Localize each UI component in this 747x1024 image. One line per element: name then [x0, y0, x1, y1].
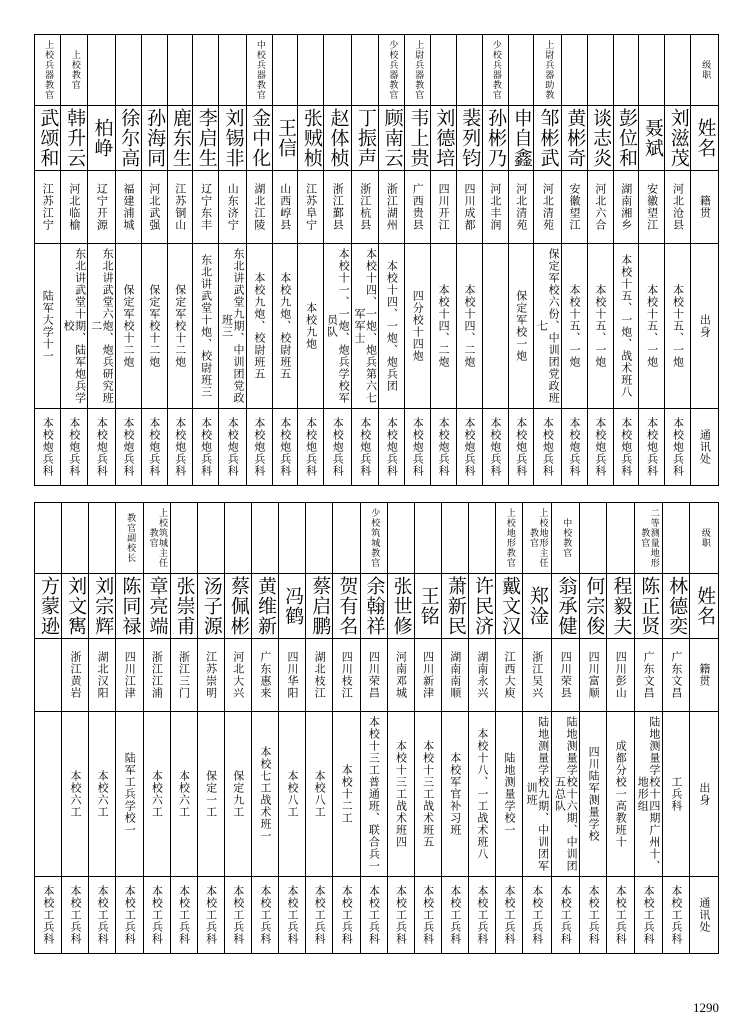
cell-name-20: 鹿东生	[167, 106, 193, 171]
cell-origin-10: 本校十四、二炮	[430, 244, 456, 409]
cell2-name-3: 程毅夫	[607, 574, 634, 639]
cell-native-15: 江苏阜宁	[298, 171, 324, 244]
cell2-contact-1: 本校工兵科	[663, 877, 690, 954]
table-row-native-place	[35, 171, 719, 244]
cell-contact-15: 本校炮兵科	[298, 409, 324, 486]
cell-native-22: 福建浦城	[115, 171, 141, 244]
cell2-contact-3: 本校工兵科	[607, 877, 634, 954]
cell2-rank-8	[469, 503, 496, 574]
cell-origin-12: 本校十四、一炮、炮兵团	[379, 244, 405, 409]
cell-origin-6: 保定军校六份、中训团党政班七	[534, 244, 561, 409]
cell2-rank-23	[62, 503, 89, 574]
cell2-name-18: 汤子源	[197, 574, 224, 639]
cell-rank-6: 上尉兵器助教	[534, 35, 561, 106]
cell-contact-7: 本校炮兵科	[508, 409, 534, 486]
table-row-contact	[35, 409, 719, 486]
cell2-name-1: 林德奕	[663, 574, 690, 639]
cell-rank-23	[88, 35, 115, 106]
cell-contact-23: 本校炮兵科	[88, 409, 115, 486]
cell-name-19: 李启生	[193, 106, 219, 171]
cell-native-12: 浙江湖州	[379, 171, 405, 244]
cell2-name-8: 许民济	[469, 574, 496, 639]
table-separator	[34, 486, 719, 502]
cell-contact-10: 本校炮兵科	[430, 409, 456, 486]
cell-name-16: 王信	[272, 106, 298, 171]
cell-contact-14: 本校炮兵科	[324, 409, 351, 486]
cell-rank-11: 上尉兵器教官	[405, 35, 431, 106]
cell-origin-5: 本校十五、一炮	[561, 244, 587, 409]
cell2-native-11: 河南邓城	[387, 639, 414, 712]
cell2-name-22: 刘宗辉	[89, 574, 116, 639]
cell2-native-22: 湖北汉阳	[89, 639, 116, 712]
table-row-rank	[35, 35, 719, 106]
cell2-rank-14	[306, 503, 333, 574]
cell-rank-17: 中校兵器教官	[246, 35, 272, 106]
cell2-contact-12: 本校工兵科	[360, 877, 387, 954]
cell-contact-13: 本校炮兵科	[351, 409, 378, 486]
cell2-rank-15	[279, 503, 306, 574]
cell2-name-4: 何宗俊	[580, 574, 607, 639]
cell-rank-3	[613, 35, 639, 106]
cell-name-21: 孙海同	[141, 106, 167, 171]
cell-native-7: 河北清苑	[508, 171, 534, 244]
cell-origin-16: 本校九炮、校尉班五	[272, 244, 298, 409]
cell-name-23: 柏峥	[88, 106, 115, 171]
cell2-contact-17: 本校工兵科	[224, 877, 251, 954]
cell2-contact-23: 本校工兵科	[62, 877, 89, 954]
cell-contact-1: 本校炮兵科	[665, 409, 691, 486]
cell2-contact-6: 本校工兵科	[523, 877, 552, 954]
cell-contact-9: 本校炮兵科	[456, 409, 482, 486]
cell2-contact-24: 本校工兵科	[35, 877, 62, 954]
cell-rank-1	[665, 35, 691, 106]
cell2-contact-10: 本校工兵科	[414, 877, 441, 954]
cell-native-25: 江苏江宁	[35, 171, 61, 244]
cell2-origin-8: 本校十八、一工战术班八	[469, 712, 496, 877]
cell2-native-20: 浙江江浦	[143, 639, 170, 712]
cell-name-6: 邹彬武	[534, 106, 561, 171]
cell2-native-13: 四川枝江	[333, 639, 360, 712]
cell2-rank-1	[663, 503, 690, 574]
cell2-name-19: 张崇甫	[170, 574, 197, 639]
cell2-contact-14: 本校工兵科	[306, 877, 333, 954]
cell-rank-5	[561, 35, 587, 106]
cell-name-3: 彭位和	[613, 106, 639, 171]
cell2-rank-11	[387, 503, 414, 574]
cell-native-11: 广西贵县	[405, 171, 431, 244]
cell-rank-22	[115, 35, 141, 106]
cell2-contact-4: 本校工兵科	[580, 877, 607, 954]
cell2-origin-12: 本校十三工普通班、联合兵一	[360, 712, 387, 877]
cell2-name-10: 王铭	[414, 574, 441, 639]
cell-origin-1: 本校十五、一炮	[665, 244, 691, 409]
cell2-native-4: 四川富顺	[580, 639, 607, 712]
cell2-native-15: 四川华阳	[279, 639, 306, 712]
column-header-origin: 出身	[691, 244, 719, 409]
table-row-origin	[35, 244, 719, 409]
cell2-name-23: 刘文寯	[62, 574, 89, 639]
cell2-name-2: 陈正贤	[634, 574, 663, 639]
cell-origin-13: 本校十四、一炮、炮兵第六七军军士	[351, 244, 378, 409]
cell-rank-15	[298, 35, 324, 106]
cell-origin-22: 保定军校十二炮	[115, 244, 141, 409]
cell2-native-2: 广东文昌	[634, 639, 663, 712]
cell-native-9: 四川成都	[456, 171, 482, 244]
cell-native-14: 浙江鄞县	[324, 171, 351, 244]
cell-contact-21: 本校炮兵科	[141, 409, 167, 486]
cell2-origin-14: 本校八工	[306, 712, 333, 877]
cell-native-19: 辽宁东丰	[193, 171, 219, 244]
cell2-origin-15: 本校八工	[279, 712, 306, 877]
table2-row-origin	[35, 712, 719, 877]
cell-contact-24: 本校炮兵科	[60, 409, 87, 486]
cell-name-25: 武颂和	[35, 106, 61, 171]
cell-contact-5: 本校炮兵科	[561, 409, 587, 486]
cell-contact-2: 本校炮兵科	[639, 409, 665, 486]
cell2-contact-18: 本校工兵科	[197, 877, 224, 954]
cell2-contact-19: 本校工兵科	[170, 877, 197, 954]
cell-rank-7	[508, 35, 534, 106]
cell-contact-11: 本校炮兵科	[405, 409, 431, 486]
cell2-native-23: 浙江黄岩	[62, 639, 89, 712]
cell-origin-21: 保定军校十二炮	[141, 244, 167, 409]
cell2-rank-13	[333, 503, 360, 574]
cell2-contact-7: 本校工兵科	[496, 877, 523, 954]
cell2-origin-18: 保定一工	[197, 712, 224, 877]
cell2-rank-16	[252, 503, 279, 574]
cell-native-13: 浙江杭县	[351, 171, 378, 244]
cell2-rank-21: 教官副校长	[116, 503, 143, 574]
cell-native-6: 河北清苑	[534, 171, 561, 244]
cell-native-2: 安徽望江	[639, 171, 665, 244]
cell-origin-20: 保定军校十二炮	[167, 244, 193, 409]
cell-origin-24: 东北讲武堂十期、陆军炮兵学校	[60, 244, 87, 409]
table2-row-name	[35, 574, 719, 639]
cell2-origin-3: 成都分校一高教班十	[607, 712, 634, 877]
section-label-engineer: 工兵科	[663, 712, 690, 877]
cell-origin-14: 本校十一、一炮、炮兵学校军员队	[324, 244, 351, 409]
cell2-rank-7: 上校地形教官	[496, 503, 523, 574]
cell2-rank-17	[224, 503, 251, 574]
cell2-native-16: 广东惠来	[252, 639, 279, 712]
cell-origin-11: 四分校十四炮	[405, 244, 431, 409]
cell2-native-19: 浙江三门	[170, 639, 197, 712]
cell2-native-1: 广东文昌	[663, 639, 690, 712]
cell-origin-19: 东北讲武堂十炮、校尉班三	[193, 244, 219, 409]
cell2-name-24: 方蒙逊	[35, 574, 62, 639]
cell2-native-5: 四川荣县	[551, 639, 580, 712]
cell2-rank-5: 中校教官	[551, 503, 580, 574]
cell2-native-10: 四川新津	[414, 639, 441, 712]
cell-origin-23: 东北讲武堂六炮、炮兵研究班二	[88, 244, 115, 409]
cell2-rank-4	[580, 503, 607, 574]
cell-contact-12: 本校炮兵科	[379, 409, 405, 486]
column-header-native-place: 籍贯	[691, 171, 719, 244]
cell-native-21: 河北武强	[141, 171, 167, 244]
cell2-native-18: 江苏崇明	[197, 639, 224, 712]
cell2-origin-22: 本校六工	[89, 712, 116, 877]
cell2-contact-8: 本校工兵科	[469, 877, 496, 954]
cell-origin-25: 陆军大学十一	[35, 244, 61, 409]
cell2-name-21: 陈同禄	[116, 574, 143, 639]
cell2-origin-4: 四川陆军测量学校	[580, 712, 607, 877]
column2-header-native-place: 籍贯	[690, 639, 719, 712]
cell-rank-19	[193, 35, 219, 106]
cell2-native-14: 湖北枝江	[306, 639, 333, 712]
cell2-origin-19: 本校六工	[170, 712, 197, 877]
cell2-rank-19	[170, 503, 197, 574]
cell-name-12: 顾南云	[379, 106, 405, 171]
cell-native-24: 河北临榆	[60, 171, 87, 244]
cell-name-10: 刘德培	[430, 106, 456, 171]
cell-name-14: 赵体桢	[324, 106, 351, 171]
column-header-contact: 通讯处	[691, 409, 719, 486]
cell2-origin-7: 陆地测量学校一	[496, 712, 523, 877]
cell2-origin-9: 本校军官补习班	[441, 712, 468, 877]
cell-origin-2: 本校十五、一炮	[639, 244, 665, 409]
cell-origin-4: 本校十五、一炮	[587, 244, 613, 409]
cell-name-2: 聂斌	[639, 106, 665, 171]
cell2-origin-21: 陆军工兵学校一	[116, 712, 143, 877]
cell-rank-4	[587, 35, 613, 106]
page-number: 1290	[693, 1000, 719, 1015]
cell2-name-7: 戴文汉	[496, 574, 523, 639]
cell2-name-16: 黄维新	[252, 574, 279, 639]
cell-name-7: 申自鑫	[508, 106, 534, 171]
cell2-contact-15: 本校工兵科	[279, 877, 306, 954]
cell2-native-7: 江西大庾	[496, 639, 523, 712]
cell2-origin-5: 陆地测量学校十六期、中训团五总队	[551, 712, 580, 877]
cell2-name-15: 冯鹤	[279, 574, 306, 639]
table2-row-contact	[35, 877, 719, 954]
cell2-origin-10: 本校十三工战术班五	[414, 712, 441, 877]
column-header-name: 姓名	[691, 106, 719, 171]
cell2-contact-9: 本校工兵科	[441, 877, 468, 954]
cell-rank-18	[219, 35, 246, 106]
cell2-rank-10	[414, 503, 441, 574]
cell-name-15: 张贼桢	[298, 106, 324, 171]
cell-rank-13	[351, 35, 378, 106]
cell-origin-17: 本校九炮、校尉班五	[246, 244, 272, 409]
cell2-rank-18	[197, 503, 224, 574]
cell-origin-8	[482, 244, 508, 409]
cell-native-8: 河北丰润	[482, 171, 508, 244]
cell-rank-24: 上校教官	[60, 35, 87, 106]
cell-name-4: 谈志炎	[587, 106, 613, 171]
table-row-name	[35, 106, 719, 171]
cell-native-1: 河北沧县	[665, 171, 691, 244]
cell-origin-18: 东北讲武堂九期、中训团党政班三	[219, 244, 246, 409]
cell2-native-21: 四川江津	[116, 639, 143, 712]
cell2-native-3: 四川彭山	[607, 639, 634, 712]
cell-rank-8: 少校兵器教官	[482, 35, 508, 106]
cell2-contact-11: 本校工兵科	[387, 877, 414, 954]
cell2-contact-13: 本校工兵科	[333, 877, 360, 954]
cell-name-5: 黄彬奇	[561, 106, 587, 171]
cell2-contact-2: 本校工兵科	[634, 877, 663, 954]
engineer-roster-table	[34, 502, 719, 954]
cell-contact-19: 本校炮兵科	[193, 409, 219, 486]
cell2-origin-17: 保定九工	[224, 712, 251, 877]
cell-contact-22: 本校炮兵科	[115, 409, 141, 486]
cell2-native-24	[35, 639, 62, 712]
cell-contact-4: 本校炮兵科	[587, 409, 613, 486]
cell2-name-14: 蔡启鹏	[306, 574, 333, 639]
cell2-name-5: 翁承健	[551, 574, 580, 639]
cell2-name-11: 张世修	[387, 574, 414, 639]
cell2-origin-20: 本校六工	[143, 712, 170, 877]
cell-contact-17: 本校炮兵科	[246, 409, 272, 486]
cell-native-4: 河北六合	[587, 171, 613, 244]
cell2-native-6: 浙江吴兴	[523, 639, 552, 712]
table2-row-native-place	[35, 639, 719, 712]
artillery-roster-table	[34, 34, 719, 486]
cell-name-9: 裴列钧	[456, 106, 482, 171]
cell2-origin-23: 本校六工	[62, 712, 89, 877]
cell-name-17: 金中化	[246, 106, 272, 171]
cell-name-24: 韩升云	[60, 106, 87, 171]
cell2-contact-5: 本校工兵科	[551, 877, 580, 954]
cell2-contact-20: 本校工兵科	[143, 877, 170, 954]
column2-header-rank: 级职	[690, 503, 719, 574]
cell-rank-12: 少校兵器教官	[379, 35, 405, 106]
cell-rank-9	[456, 35, 482, 106]
cell-contact-3: 本校炮兵科	[613, 409, 639, 486]
cell2-contact-21: 本校工兵科	[116, 877, 143, 954]
cell-rank-20	[167, 35, 193, 106]
cell-contact-6: 本校炮兵科	[534, 409, 561, 486]
cell2-native-9: 湖南南顺	[441, 639, 468, 712]
cell2-origin-11: 本校十三工战术班四	[387, 712, 414, 877]
cell-rank-25: 上校兵器教官	[35, 35, 61, 106]
cell-contact-18: 本校炮兵科	[219, 409, 246, 486]
cell-origin-3: 本校十五、一炮、战术班八	[613, 244, 639, 409]
cell2-rank-3	[607, 503, 634, 574]
cell2-rank-22	[89, 503, 116, 574]
cell-name-18: 刘锡非	[219, 106, 246, 171]
column2-header-contact: 通讯处	[690, 877, 719, 954]
cell-name-1: 刘滋茂	[665, 106, 691, 171]
cell2-origin-2: 陆地测量学校十四期广州十、地形组	[634, 712, 663, 877]
cell-native-18: 山东济宁	[219, 171, 246, 244]
cell2-rank-9	[441, 503, 468, 574]
cell-name-22: 徐尔高	[115, 106, 141, 171]
cell-origin-7: 保定军校一炮	[508, 244, 534, 409]
cell-origin-9: 本校十四、二炮	[456, 244, 482, 409]
cell2-origin-24	[35, 712, 62, 877]
cell-rank-2	[639, 35, 665, 106]
cell2-origin-13: 本校十二工	[333, 712, 360, 877]
cell2-rank-2: 二等测量地形教官	[634, 503, 663, 574]
cell2-name-6: 郑淦	[523, 574, 552, 639]
column2-header-name: 姓名	[690, 574, 719, 639]
cell-rank-21	[141, 35, 167, 106]
cell-rank-10	[430, 35, 456, 106]
cell-native-5: 安徽望江	[561, 171, 587, 244]
cell2-origin-16: 本校七工战术班一	[252, 712, 279, 877]
column2-header-origin: 出身	[690, 712, 719, 877]
cell-native-23: 辽宁开源	[88, 171, 115, 244]
cell-native-16: 山西崞县	[272, 171, 298, 244]
cell2-rank-12: 少校筑城教官	[360, 503, 387, 574]
cell-name-8: 孙彬乃	[482, 106, 508, 171]
cell2-name-20: 章亮端	[143, 574, 170, 639]
cell-rank-14	[324, 35, 351, 106]
cell-native-3: 湖南湘乡	[613, 171, 639, 244]
cell-contact-16: 本校炮兵科	[272, 409, 298, 486]
cell2-native-12: 四川荣昌	[360, 639, 387, 712]
cell-native-10: 四川开江	[430, 171, 456, 244]
cell-contact-25: 本校炮兵科	[35, 409, 61, 486]
cell2-rank-24	[35, 503, 62, 574]
cell2-native-17: 河北大兴	[224, 639, 251, 712]
cell-native-20: 江苏铜山	[167, 171, 193, 244]
cell2-name-9: 萧新民	[441, 574, 468, 639]
cell-name-11: 韦上贵	[405, 106, 431, 171]
column-header-rank: 级职	[691, 35, 719, 106]
cell-contact-20: 本校炮兵科	[167, 409, 193, 486]
cell2-name-17: 蔡佩彬	[224, 574, 251, 639]
table2-row-rank	[35, 503, 719, 574]
cell2-name-12: 余翰祥	[360, 574, 387, 639]
cell-contact-8: 本校炮兵科	[482, 409, 508, 486]
cell2-contact-22: 本校工兵科	[89, 877, 116, 954]
cell2-rank-6: 上校地形主任教官	[523, 503, 552, 574]
cell-rank-16	[272, 35, 298, 106]
cell-name-13: 丁振声	[351, 106, 378, 171]
cell2-native-8: 湖南永兴	[469, 639, 496, 712]
cell-native-17: 湖北江陵	[246, 171, 272, 244]
cell2-origin-6: 陆地测量学校九期、中训团军训班	[523, 712, 552, 877]
cell2-rank-20: 上校筑城主任教官	[143, 503, 170, 574]
cell2-contact-16: 本校工兵科	[252, 877, 279, 954]
cell2-name-13: 贺有名	[333, 574, 360, 639]
cell-origin-15: 本校九炮	[298, 244, 324, 409]
